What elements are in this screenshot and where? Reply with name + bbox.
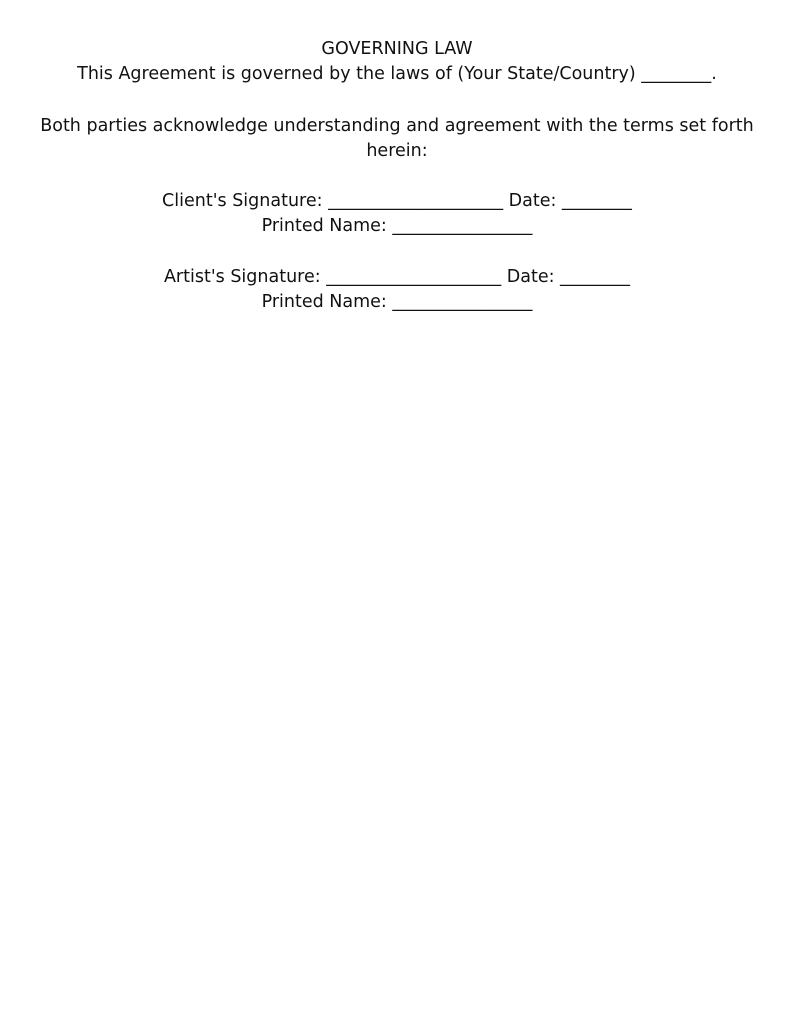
- client-signature-block: [30, 189, 764, 239]
- artist-signature-block: [30, 265, 764, 315]
- governing-law-statement: This Agreement is governed by the laws of (Your State/Country) ________.: [77, 64, 717, 84]
- artist-printed-name-line: Printed Name: ________________: [261, 292, 533, 312]
- acknowledgement-section: [30, 114, 764, 164]
- acknowledgement-text-line-1: Both parties acknowledge understanding and agreement with the terms set forth: [40, 116, 754, 136]
- artist-signature-line: Artist's Signature: ____________________ Date: ________: [163, 267, 631, 287]
- section-heading: GOVERNING LAW: [321, 39, 473, 59]
- client-signature-line: Client's Signature: ____________________ Date: ________: [162, 191, 632, 211]
- governing-law-section: [30, 37, 764, 87]
- acknowledgement-text-line-2: herein:: [366, 141, 428, 161]
- client-printed-name-line: Printed Name: ________________: [261, 216, 533, 236]
